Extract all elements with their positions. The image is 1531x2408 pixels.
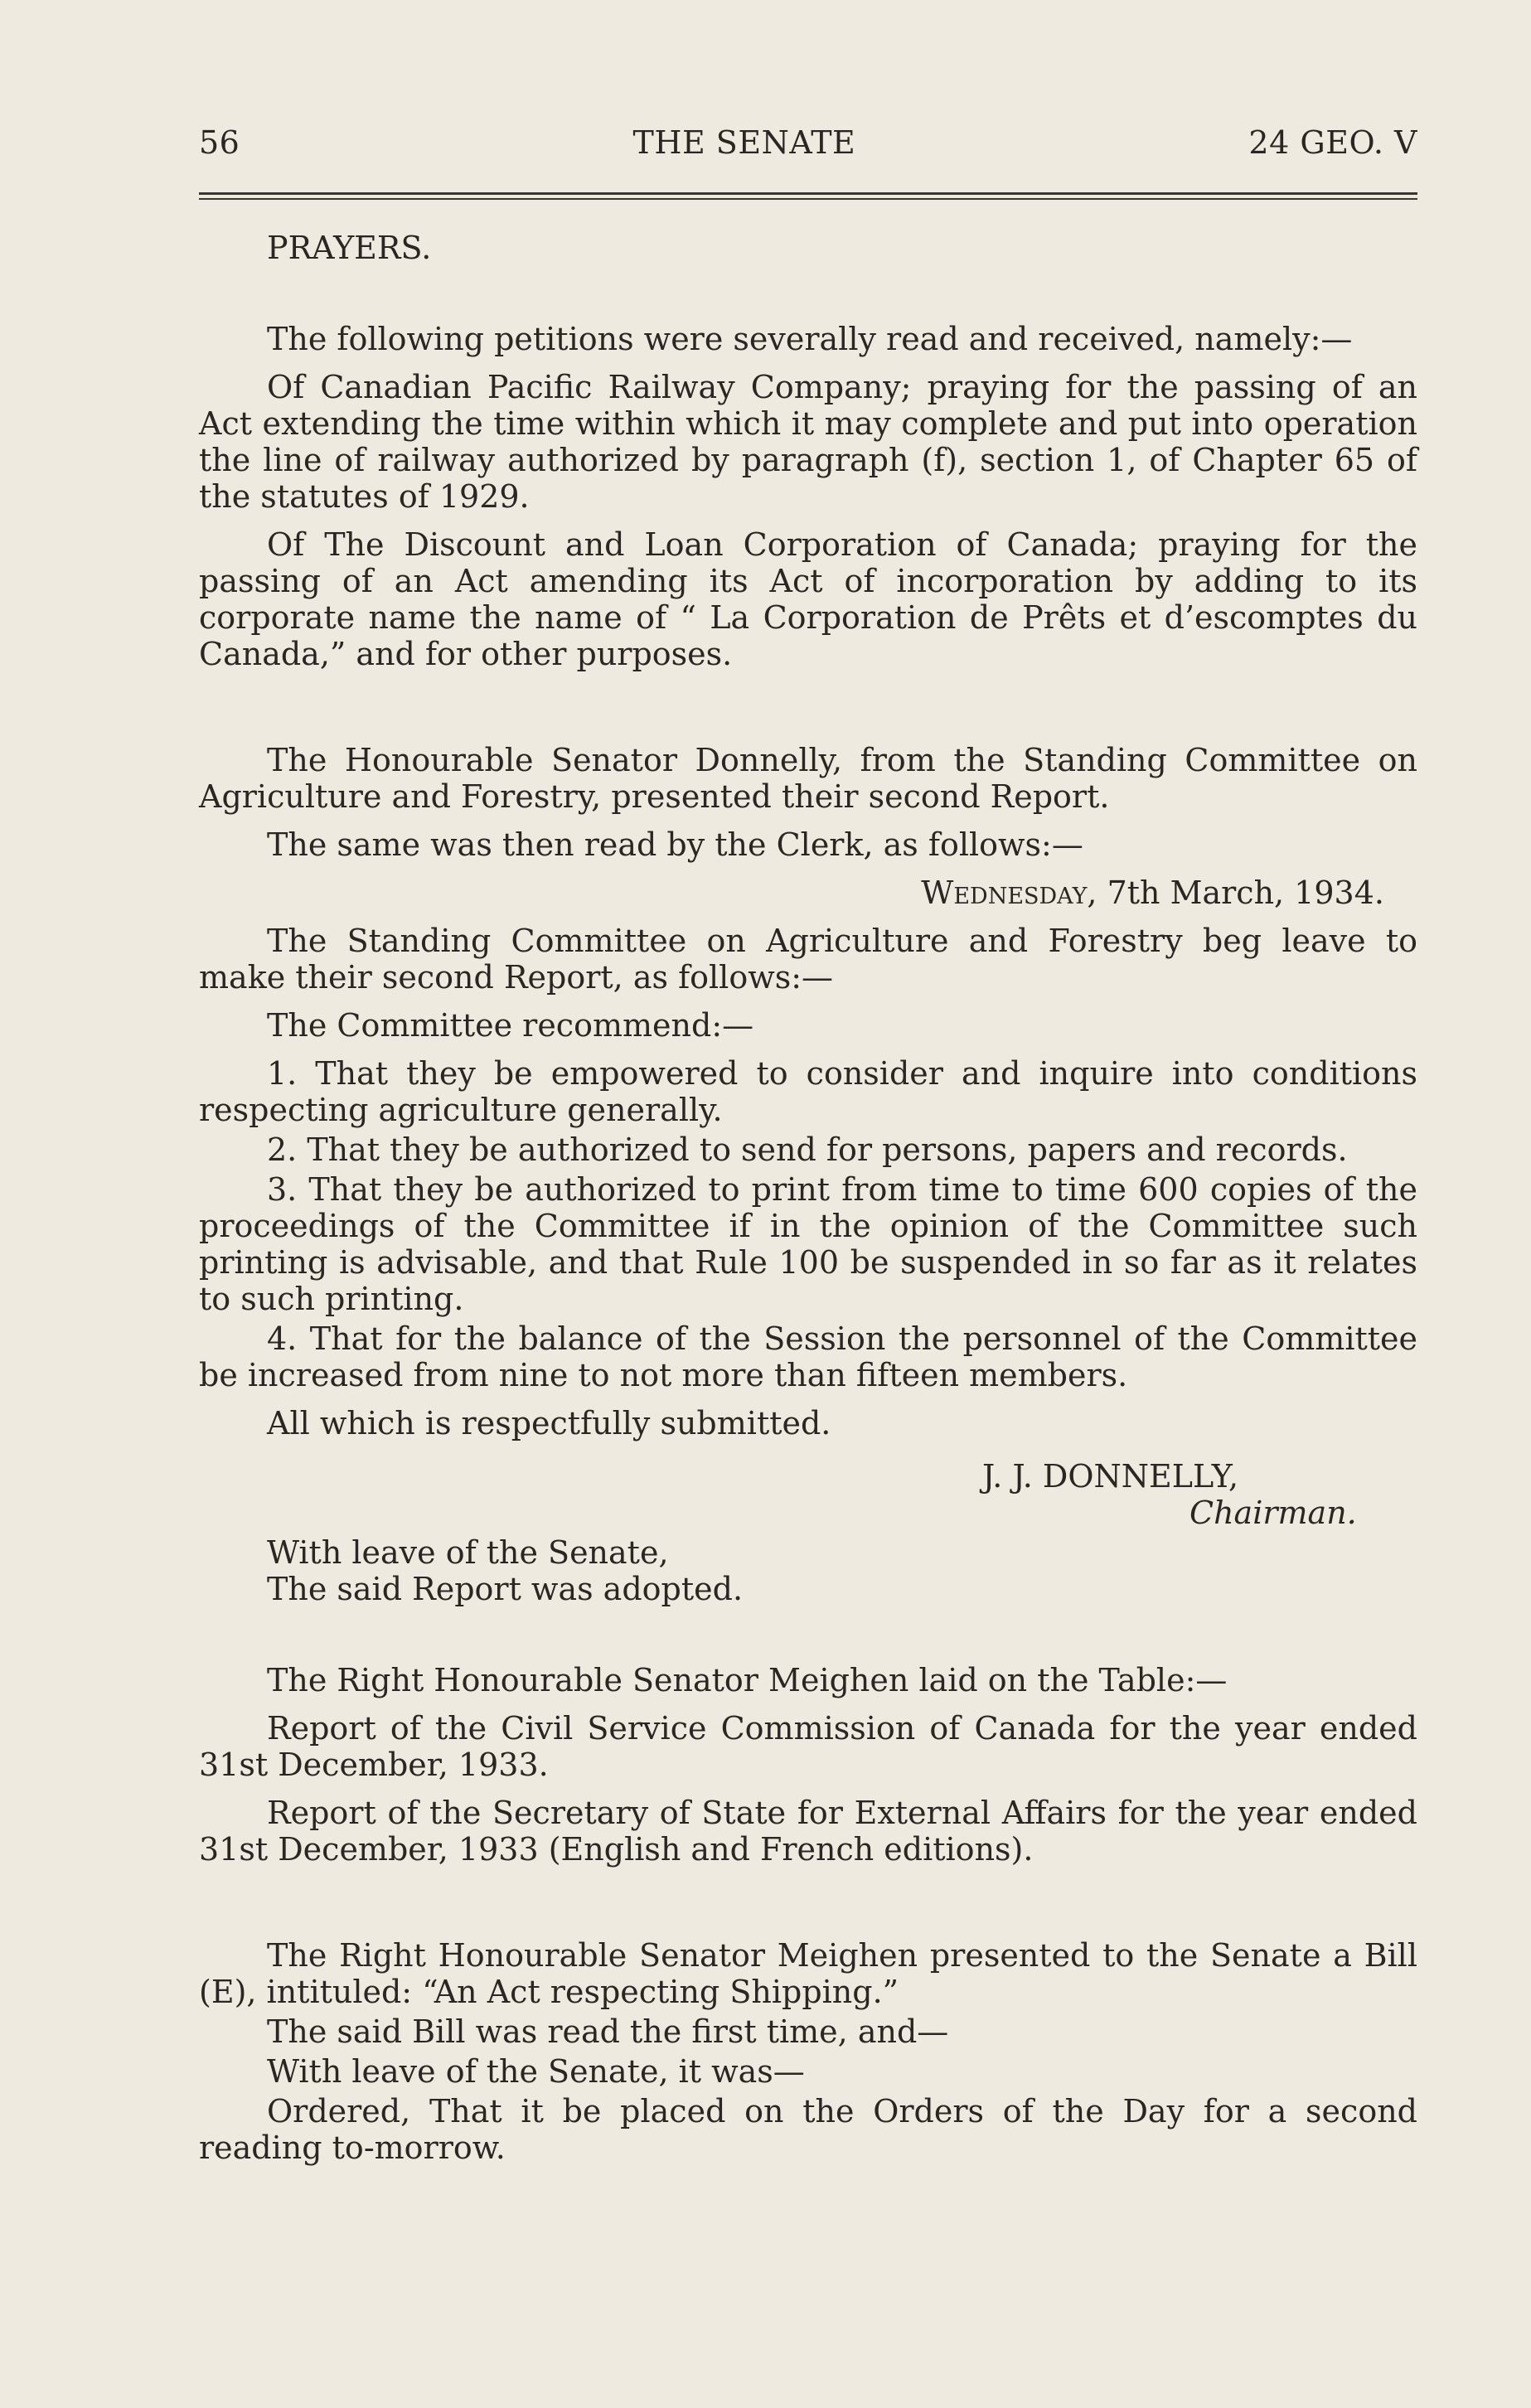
- prayers-heading: PRAYERS.: [267, 230, 432, 266]
- meighen-bill: The Right Honourable Senator Meighen presented to the Senate a Bill (E), intituled: “An Act respecting Shipping.”: [199, 1937, 1417, 2010]
- secretary-state-report: Report of the Secretary of State for External Affairs for the year ended 31st December, 1933 (English and French editions).: [199, 1795, 1417, 1868]
- signature-name: J. J. DONNELLY,: [982, 1458, 1239, 1495]
- bill-leave: With leave of the Senate, it was—: [267, 2053, 805, 2090]
- committee-recommend: The Committee recommend:—: [267, 1007, 754, 1044]
- leave-of-senate: With leave of the Senate,: [267, 1534, 669, 1571]
- date-rest: 7th March, 1934.: [1097, 875, 1384, 911]
- submitted-line: All which is respectfully submitted.: [267, 1405, 831, 1441]
- recommendation-2: 2. That they be authorized to send for persons, papers and records.: [267, 1131, 1348, 1168]
- petition-discount: Of The Discount and Loan Corporation of Canada; praying for the passing of an Act amending its Act of incorporation by adding to its corporate name the name of “ La Corporation de Prêts et d’escomptes du Canada,” and for other purposes.: [199, 526, 1417, 672]
- petitions-intro: The following petitions were severally read and received, namely:—: [267, 321, 1353, 357]
- bill-first-reading: The said Bill was read the first time, and—: [267, 2013, 949, 2050]
- recommendation-4: 4. That for the balance of the Session the personnel of the Committee be increased from nine to not more than fifteen members.: [199, 1320, 1417, 1393]
- bill-ordered: Ordered, That it be placed on the Orders of the Day for a second reading to-morrow.: [199, 2093, 1417, 2166]
- donnelly-report: The Honourable Senator Donnelly, from the Standing Committee on Agriculture and Forestry, presented their second Report.: [199, 742, 1417, 815]
- clerk-read: The same was then read by the Clerk, as follows:—: [267, 826, 1083, 863]
- report-adopted: The said Report was adopted.: [267, 1571, 744, 1607]
- recommendation-3: 3. That they be authorized to print from time to time 600 copies of the proceedings of the Committee if in the opinion of the Committee such printing is advisable, and that Rule 100 be suspended in so far as it relates to such printing.: [199, 1171, 1417, 1317]
- report-date: [199, 875, 1417, 911]
- petition-cpr: Of Canadian Pacific Railway Company; praying for the passing of an Act extending the time within which it may complete and put into operation the line of railway authorized by paragraph (f), section 1, of Chapter 65 of the statutes of 1929.: [199, 369, 1417, 515]
- committee-beg: The Standing Committee on Agriculture and Forestry beg leave to make their second Report, as follows:—: [199, 923, 1417, 996]
- page-header: [199, 124, 1417, 174]
- session-label: 24 GEO. V: [1248, 124, 1417, 161]
- meighen-table: The Right Honourable Senator Meighen laid on the Table:—: [267, 1662, 1228, 1698]
- journal-page: [199, 124, 1417, 2166]
- page-number: 56: [199, 124, 240, 161]
- header-rule: [199, 192, 1417, 195]
- page-body: [199, 230, 1417, 2166]
- date-weekday: Wednesday,: [921, 875, 1097, 911]
- running-title: THE SENATE: [632, 124, 856, 161]
- signature-title: Chairman.: [1189, 1495, 1357, 1531]
- civil-service-report: Report of the Civil Service Commission of Canada for the year ended 31st December, 1933.: [199, 1710, 1417, 1783]
- header-rule-thin: [199, 198, 1417, 200]
- recommendation-1: 1. That they be empowered to consider and inquire into conditions respecting agriculture generally.: [199, 1055, 1417, 1128]
